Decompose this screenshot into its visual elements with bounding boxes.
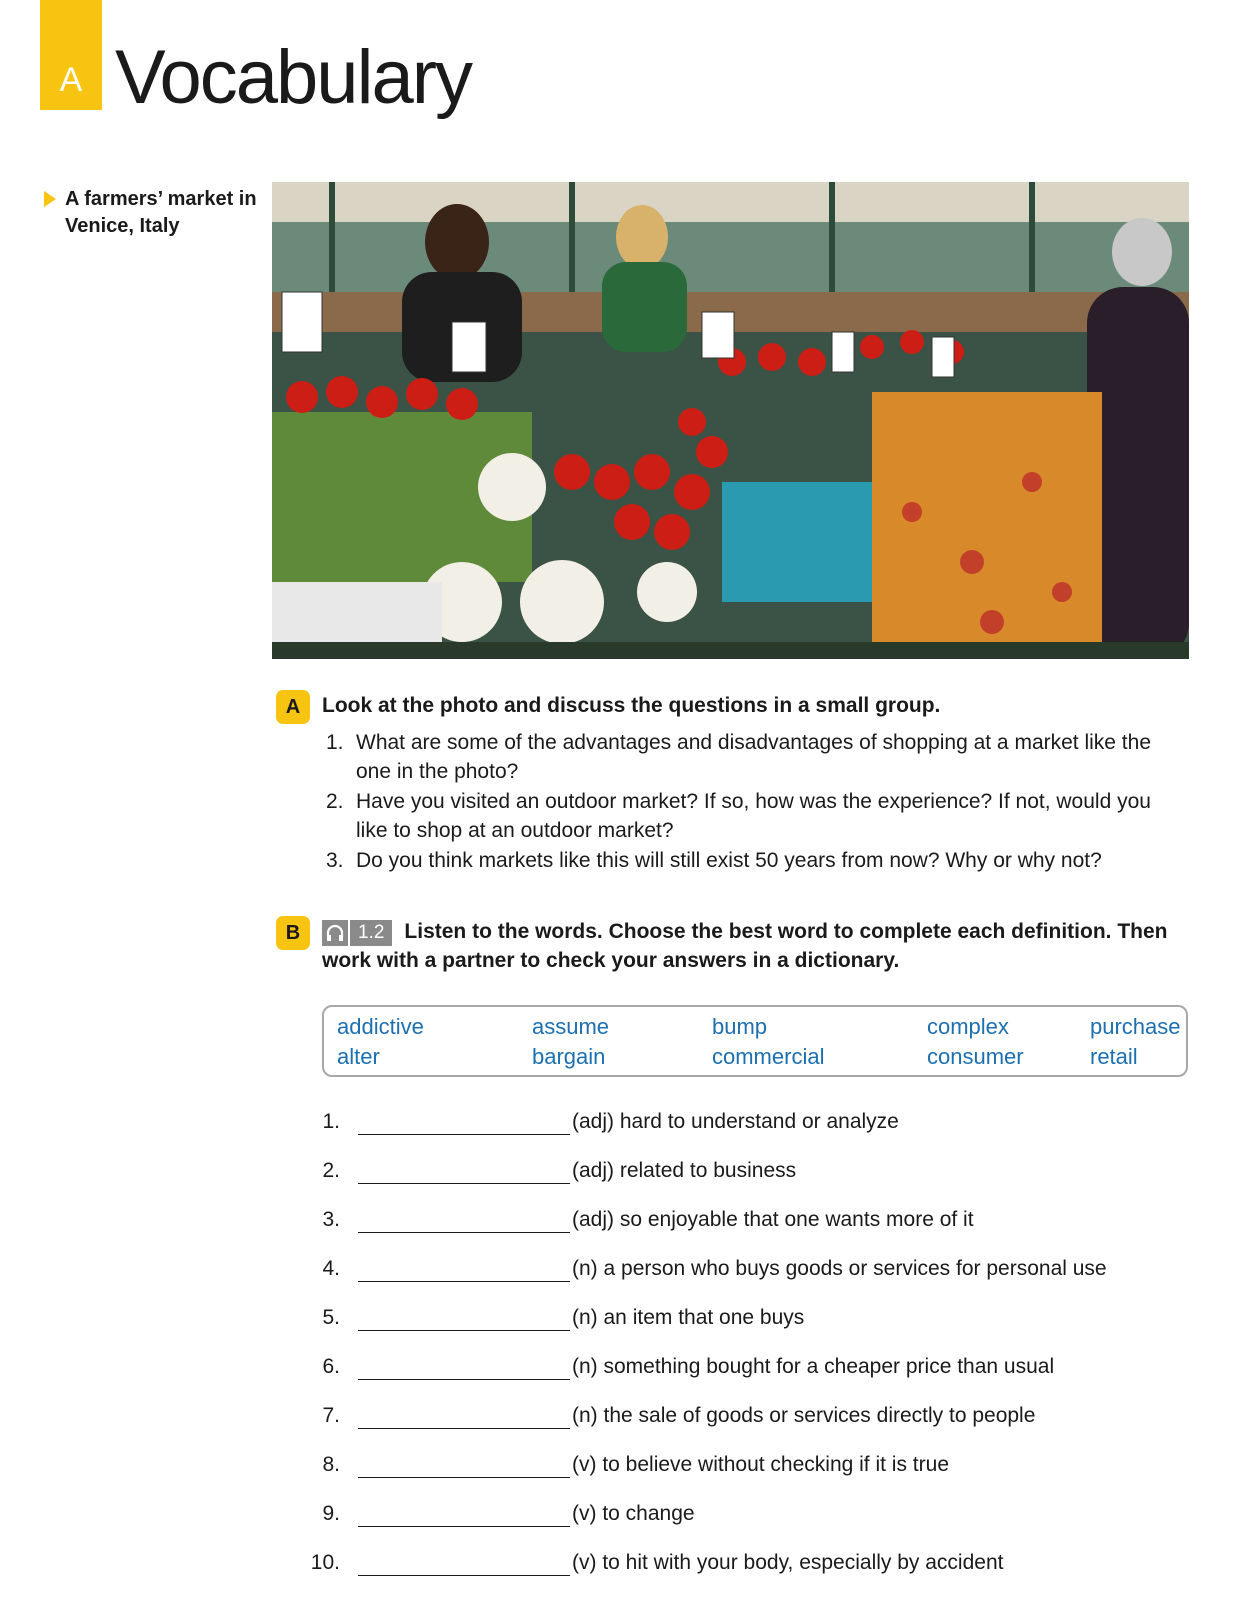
definition-number: 8.	[322, 1453, 340, 1476]
exercise-a-instruction: Look at the photo and discuss the questions in a small group.	[322, 694, 941, 717]
definition-number: 1.	[322, 1110, 340, 1133]
definition-text: (n) an item that one buys	[572, 1306, 805, 1329]
definition-text: (adj) related to business	[572, 1159, 797, 1182]
market-photo-illustration	[272, 182, 1189, 659]
definition-row	[300, 1353, 1160, 1385]
caption-arrow-icon	[44, 191, 56, 207]
answer-blank[interactable]	[358, 1379, 570, 1380]
definition-number: 2.	[322, 1159, 340, 1182]
market-photo	[272, 182, 1189, 659]
definition-text: (n) something bought for a cheaper price than usual	[572, 1355, 1055, 1378]
answer-blank[interactable]	[358, 1281, 570, 1282]
headphones-icon	[322, 920, 348, 946]
exercise-a-questions	[322, 728, 1152, 876]
definition-text: (v) to believe without checking if it is true	[572, 1453, 949, 1476]
definition-number: 7.	[322, 1404, 340, 1427]
word-bank-item: assume	[532, 1014, 610, 1039]
definition-row	[300, 1500, 1160, 1532]
page-title: Vocabulary	[115, 35, 472, 120]
question-number: 1.	[326, 731, 344, 754]
definition-number: 6.	[322, 1355, 340, 1378]
definition-row	[300, 1108, 1160, 1140]
exercise-b-instruction: Listen to the words. Choose the best word to complete each definition. Then work with a partner to check your answers in a dictionary.	[322, 920, 1168, 972]
answer-blank[interactable]	[358, 1134, 570, 1135]
definition-number: 4.	[322, 1257, 340, 1280]
word-bank-item: commercial	[712, 1044, 825, 1069]
word-bank-item: retail	[1090, 1044, 1138, 1069]
definition-text: (n) the sale of goods or services directly to people	[572, 1404, 1036, 1427]
question-number: 2.	[326, 790, 344, 813]
photo-caption-text: A farmers’ market in Venice, Italy	[65, 188, 257, 237]
definition-row	[300, 1206, 1160, 1238]
definition-row	[300, 1451, 1160, 1483]
definition-text: (adj) hard to understand or analyze	[572, 1110, 899, 1133]
exercise-a-badge: A	[276, 690, 310, 724]
question-number: 3.	[326, 849, 344, 872]
answer-blank[interactable]	[358, 1232, 570, 1233]
definition-row	[300, 1304, 1160, 1336]
section-letter-tab	[40, 0, 102, 110]
word-bank-item: alter	[337, 1044, 380, 1069]
definition-row	[300, 1549, 1160, 1581]
definition-row	[300, 1402, 1160, 1434]
question-item	[322, 728, 1152, 786]
definition-number: 3.	[322, 1208, 340, 1231]
word-bank-item: consumer	[927, 1044, 1024, 1069]
question-text: What are some of the advantages and disadvantages of shopping at a market like the one in the photo?	[356, 731, 1151, 783]
word-bank-item: addictive	[337, 1014, 424, 1039]
photo-caption	[44, 186, 259, 240]
answer-blank[interactable]	[358, 1575, 570, 1576]
word-bank-item: bump	[712, 1014, 768, 1039]
question-text: Do you think markets like this will still exist 50 years from now? Why or why not?	[356, 849, 1102, 872]
audio-track-button[interactable]	[322, 920, 392, 946]
answer-blank[interactable]	[358, 1526, 570, 1527]
word-bank-item: complex	[927, 1014, 1009, 1039]
definition-text: (v) to hit with your body, especially by accident	[572, 1551, 1004, 1574]
audio-track-number: 1.2	[350, 920, 392, 946]
definition-row	[300, 1157, 1160, 1189]
answer-blank[interactable]	[358, 1183, 570, 1184]
definition-number: 9.	[322, 1502, 340, 1525]
exercise-b-badge: B	[276, 916, 310, 950]
section-letter: A	[59, 61, 83, 99]
definition-row	[300, 1255, 1160, 1287]
question-item	[322, 846, 1152, 875]
word-bank-item: bargain	[532, 1044, 606, 1069]
definition-text: (n) a person who buys goods or services for personal use	[572, 1257, 1107, 1280]
exercise-b-instruction-block	[322, 917, 1182, 975]
answer-blank[interactable]	[358, 1330, 570, 1331]
word-bank-item: purchase	[1090, 1014, 1181, 1039]
answer-blank[interactable]	[358, 1428, 570, 1429]
definition-number: 10.	[310, 1551, 340, 1574]
answer-blank[interactable]	[358, 1477, 570, 1478]
definition-text: (v) to change	[572, 1502, 695, 1525]
definition-number: 5.	[322, 1306, 340, 1329]
question-text: Have you visited an outdoor market? If so, how was the experience? If not, would you like to shop at an outdoor market?	[356, 790, 1151, 842]
definition-text: (adj) so enjoyable that one wants more of it	[572, 1208, 974, 1231]
word-bank	[322, 1005, 1188, 1077]
question-item	[322, 787, 1152, 845]
